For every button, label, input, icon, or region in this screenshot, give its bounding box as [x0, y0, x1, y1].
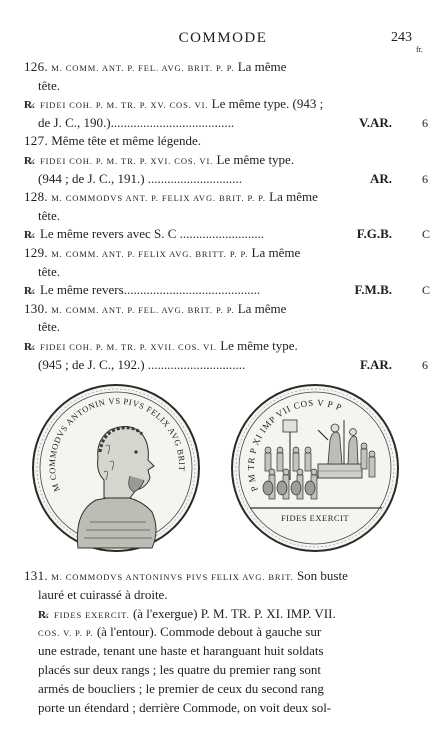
- description-text: tête.: [38, 319, 61, 335]
- description-text: placés sur deux rangs ; les quatre du premier rang sont: [38, 661, 322, 677]
- medallion-illustration: [0, 380, 446, 560]
- reverse-exergue: FIDES EXERCIT: [280, 513, 350, 523]
- catalogue-line: [0, 225, 446, 244]
- description-text: Le même type.: [216, 151, 295, 167]
- rarity-value: 6: [422, 171, 428, 186]
- entry-number: 128.: [24, 189, 48, 205]
- entry-number: 127.: [24, 133, 48, 149]
- description-text: tête.: [38, 77, 61, 93]
- metal-value: F.M.B.: [354, 282, 392, 298]
- reverse-symbol: R̷.: [38, 608, 49, 621]
- rarity-column-note: fr.: [416, 45, 423, 54]
- description-text: Le même revers: [39, 282, 124, 298]
- catalogue-line: [0, 95, 446, 114]
- dot-leader: ..........................: [179, 226, 265, 242]
- description-text: (à l'exergue) P. M. TR. P. XI. IMP. VII.: [132, 605, 336, 621]
- metal-value: AR.: [369, 170, 392, 186]
- catalogue-line: [0, 244, 446, 263]
- description-text: (945 ; de J. C., 192.): [38, 356, 145, 372]
- description-text: Le même type. (943 ;: [211, 96, 324, 112]
- reverse-legend: FIDES EXERCIT.: [53, 609, 130, 620]
- description-text: Même tête et même légende.: [51, 133, 201, 149]
- entry-number: 130.: [24, 300, 48, 316]
- description-text: porte un étendard ; derrière Commode, on voit deux sol-: [38, 699, 332, 715]
- catalogue-line: [0, 151, 446, 170]
- reverse-symbol: R̷.: [24, 340, 35, 353]
- catalogue-line: [0, 642, 446, 661]
- description-text: Son buste: [296, 568, 348, 583]
- obverse-legend: M. COMMODVS ANTONINVS PIVS FELIX AVG. BRIT.: [51, 572, 294, 582]
- description-text: lauré et cuirassé à droite.: [38, 586, 168, 602]
- metal-value: F.AR.: [359, 356, 392, 372]
- reverse-legend: FIDEI COH. P. M. TR. P. XV. COS. VI.: [39, 100, 209, 111]
- description-text: tête.: [38, 207, 61, 223]
- catalogue-line: [0, 567, 446, 586]
- rarity-value: C: [422, 283, 431, 298]
- obverse-legend: M. COMM. ANT. P. FELIX AVG. BRITT. P. P.: [51, 248, 249, 259]
- catalogue-line: [0, 680, 446, 699]
- reverse-coin-legend: P M TR P XI IMP VII COS V P P: [245, 397, 344, 493]
- catalogue-line: [0, 586, 446, 605]
- catalogue-line: [0, 356, 446, 375]
- entry-number: 129.: [24, 244, 48, 260]
- obverse-legend: M. COMMODVS ANT. P. FELIX AVG. BRIT. P. P.: [51, 193, 266, 204]
- catalogue-line: [0, 188, 446, 207]
- description-text: (944 ; de J. C., 191.): [38, 170, 145, 186]
- catalogue-line: [0, 605, 446, 624]
- catalogue-line: [0, 170, 446, 189]
- dot-leader: ..........................................: [123, 282, 261, 298]
- entry-number: 131.: [24, 568, 48, 583]
- description-text: Le même type.: [220, 337, 298, 353]
- reverse-legend: FIDEI COH. P. M. TR. P. XVII. COS. VI.: [39, 341, 217, 352]
- reverse-legend: COS. V. P. P.: [38, 628, 94, 639]
- rarity-value: 6: [422, 357, 428, 372]
- catalogue-entry-131: [0, 567, 446, 717]
- catalogue-line: [0, 281, 446, 300]
- catalogue-line: [0, 207, 446, 226]
- description-text: (à l'entour). Commode debout à gauche sur: [96, 624, 322, 640]
- dot-leader: ..............................: [147, 356, 246, 372]
- catalogue-line: [0, 300, 446, 319]
- reverse-legend: FIDEI COH. P. M. TR. P. XVI. COS. VI.: [39, 155, 214, 166]
- coin-reverse: [232, 385, 398, 551]
- catalogue-line: [0, 58, 446, 77]
- catalogue-line: [0, 337, 446, 356]
- catalogue-line: [0, 318, 446, 337]
- reverse-symbol: R̷.: [24, 229, 35, 242]
- description-text: une estrade, tenant une haste et haranguant huit soldats: [38, 643, 324, 659]
- rarity-value: 6: [422, 115, 428, 130]
- description-text: Le même revers avec S. C: [39, 226, 177, 242]
- description-text: La même: [237, 59, 287, 74]
- obverse-legend: M. COMM. ANT. P. FEL. AVG. BRIT. P. P.: [51, 63, 235, 73]
- dot-leader: ......................................: [110, 114, 235, 130]
- page-number: 243: [391, 30, 412, 45]
- dot-leader: .............................: [147, 170, 243, 186]
- metal-value: F.G.B.: [356, 226, 392, 242]
- reverse-symbol: R̷.: [24, 154, 35, 167]
- metal-value: V.AR.: [359, 114, 392, 130]
- reverse-symbol: R̷.: [24, 285, 35, 298]
- obverse-legend: M. COMM. ANT. P. FEL. AVG. BRIT. P. P.: [51, 304, 235, 315]
- entry-number: 126.: [24, 59, 48, 74]
- coin-obverse: [33, 385, 199, 551]
- description-text: La même: [237, 300, 287, 316]
- description-text: tête.: [38, 263, 61, 279]
- catalogue-line: [0, 263, 446, 282]
- catalogue-line: [0, 132, 446, 151]
- catalogue-entries: [0, 58, 446, 374]
- catalogue-line: [0, 623, 446, 642]
- obverse-coin-legend: M COMMODVS ANTONIN VS PIVS FELIX AVG BRIT: [46, 395, 188, 493]
- description-text: armés de boucliers ; le premier de ceux du second rang: [38, 680, 324, 696]
- rarity-value: C: [422, 227, 431, 242]
- description-text: La même: [251, 244, 301, 260]
- description-text: de J. C., 190.): [38, 114, 111, 130]
- catalogue-line: [0, 661, 446, 680]
- reverse-symbol: R̷.: [24, 99, 35, 112]
- catalogue-line: [0, 114, 446, 133]
- description-text: La même: [269, 189, 318, 205]
- catalogue-line: [0, 77, 446, 96]
- page-running-title: COMMODE: [178, 30, 268, 46]
- catalogue-line: [0, 699, 446, 718]
